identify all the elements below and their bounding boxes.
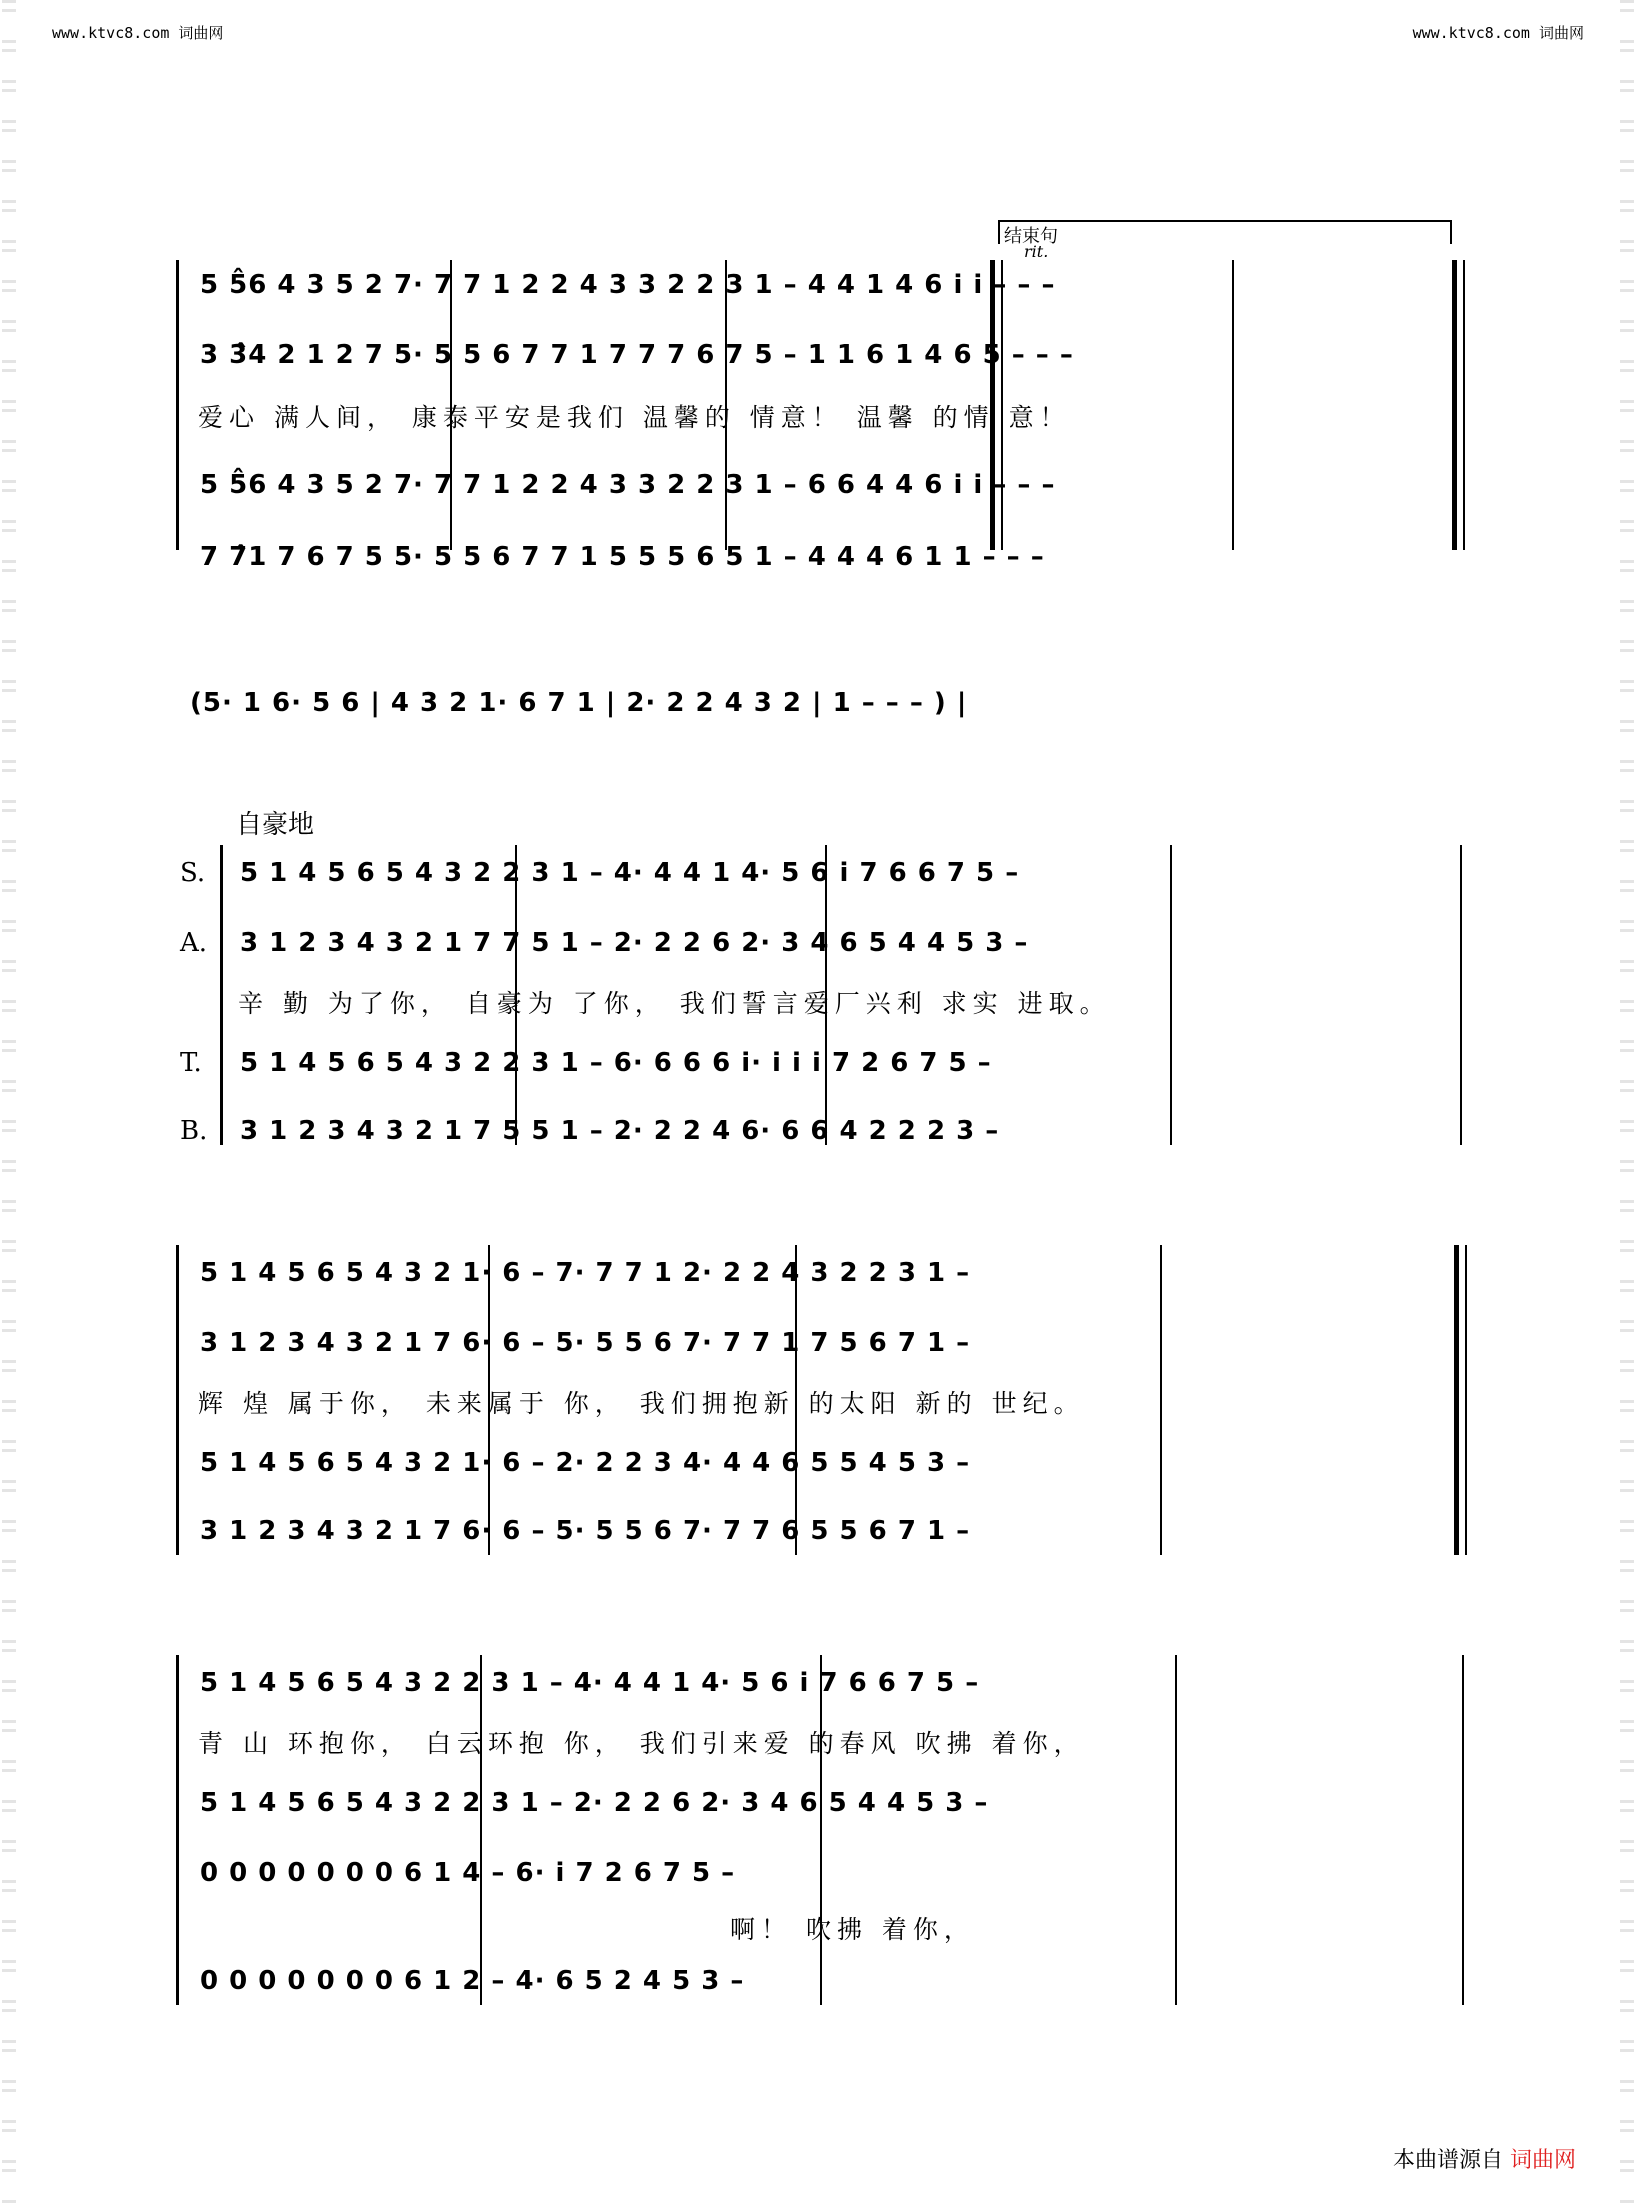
repeat-end-barline xyxy=(1452,260,1465,550)
ending-bracket xyxy=(998,220,1452,244)
barline xyxy=(1175,1655,1177,2005)
right-margin-decoration xyxy=(1620,0,1634,2204)
lyrics-line-1: 青 山 环抱你， 白云环抱 你， 我们引来爱 的春风 吹拂 着你， xyxy=(198,1729,1085,1758)
barline xyxy=(1160,1245,1162,1555)
score-system-2 xyxy=(170,840,1470,1170)
lyrics-line: 爱心 满人间， 康泰平安是我们 温馨的 情意！ 温馨 的情 意！ xyxy=(198,403,1071,432)
footer-text: 本曲谱源自 xyxy=(1392,2148,1503,2173)
score-system-1 xyxy=(170,210,1470,610)
notation-line-2: 5 1 4 5 6 5 4 3 2 2 3 1 – 2· 2 2 6 2· 3 4 6 5 4 4 5 3 – xyxy=(200,1788,989,1818)
notation-line-4: 7 7̂1 7 6 7 5 5· 5 5 6 7 7 1 5 5 5 6 5 1 – 4 4 4 6 1 1 – – – xyxy=(200,542,1045,572)
barline xyxy=(1232,260,1234,550)
notation-line-3: 0 0 0 0 0 0 0 6 1 4 – 6· i 7 2 6 7 5 – xyxy=(200,1858,736,1888)
notation-line-3: 5 1 4 5 6 5 4 3 2 1· 6 – 2· 2 2 3 4· 4 4 6 5 5 4 5 3 – xyxy=(200,1448,971,1478)
tempo-marking: 自豪地 xyxy=(236,810,315,840)
notation-line-3: 5 5̂6 4 3 5 2 7· 7 7 1 2 2 4 3 3 2 2 3 1 – 6 6 4 4 6 i i – – – xyxy=(200,470,1056,500)
barline xyxy=(1462,1655,1464,2005)
header-right-watermark: www.ktvc8.com 词曲网 xyxy=(1412,24,1584,42)
part-label-alto: A. xyxy=(180,928,208,958)
notation-line-2: 3 1 2 3 4 3 2 1 7 6· 6 – 5· 5 5 6 7· 7 7 1 7 5 6 7 1 – xyxy=(200,1328,971,1358)
footer-brand-link[interactable]: 词曲网 xyxy=(1509,2148,1576,2173)
notation-alto: 3 1 2 3 4 3 2 1 7 7 5 1 – 2· 2 2 6 2· 3 4 6 5 4 4 5 3 – xyxy=(240,928,1029,958)
barline xyxy=(820,1655,822,2005)
notation-line-4: 3 1 2 3 4 3 2 1 7 6· 6 – 5· 5 5 6 7· 7 7 6 5 5 6 7 1 – xyxy=(200,1516,971,1546)
barline xyxy=(1170,845,1172,1145)
ending-label: 结束句 xyxy=(1004,226,1058,247)
notation-line-1: 5 1 4 5 6 5 4 3 2 1· 6 – 7· 7 7 1 2· 2 2 4 3 2 2 3 1 – xyxy=(200,1258,971,1288)
part-label-soprano: S. xyxy=(180,858,206,888)
notation-line-2: 3 3̂4 2 1 2 7 5· 5 5 6 7 7 1 7 7 7 6 7 5 – 1 1 6 1 4 6 5 – – – xyxy=(200,340,1074,370)
notation-bass: 3 1 2 3 4 3 2 1 7 5 5 1 – 2· 2 2 4 6· 6 6 4 2 2 2 3 – xyxy=(240,1116,1000,1146)
notation-soprano: 5 1 4 5 6 5 4 3 2 2 3 1 – 4· 4 4 1 4· 5 6 i 7 6 6 7 5 – xyxy=(240,858,1020,888)
left-margin-decoration xyxy=(2,0,16,2204)
system-brace xyxy=(176,1655,179,2005)
notation-line-1: 5 5̂6 4 3 5 2 7· 7 7 1 2 2 4 3 3 2 2 3 1 – 4 4 1 4 6 i i – – – xyxy=(200,270,1056,300)
lyrics-line: 辉 煌 属于你， 未来属于 你， 我们拥抱新 的太阳 新的 世纪。 xyxy=(198,1389,1085,1418)
barline xyxy=(1460,845,1462,1145)
score-system-4 xyxy=(170,1650,1470,2020)
barline xyxy=(480,1655,482,2005)
header-left-watermark: www.ktvc8.com 词曲网 xyxy=(52,24,224,42)
lyrics-line: 辛 勤 为了你， 自豪为 了你， 我们誓言爱厂兴利 求实 进取。 xyxy=(238,989,1111,1018)
lyrics-line-2: 啊！ 吹拂 着你， xyxy=(730,1915,975,1944)
interlude-line: (5· 1 6· 5 6 | 4 3 2 1· 6 7 1 | 2· 2 2 4 3 2 | 1 – – – ) | xyxy=(190,688,968,718)
score-system-3 xyxy=(170,1240,1470,1570)
double-barline xyxy=(1454,1245,1467,1555)
system-brace xyxy=(176,260,179,550)
system-brace xyxy=(176,1245,179,1555)
system-brace xyxy=(220,845,223,1145)
ritardando-mark: rit. xyxy=(1024,242,1049,261)
notation-line-4: 0 0 0 0 0 0 0 6 1 2 – 4· 6 5 2 4 5 3 – xyxy=(200,1966,745,1996)
notation-tenor: 5 1 4 5 6 5 4 3 2 2 3 1 – 6· 6 6 6 i· i i i 7 2 6 7 5 – xyxy=(240,1048,992,1078)
notation-line-1: 5 1 4 5 6 5 4 3 2 2 3 1 – 4· 4 4 1 4· 5 6 i 7 6 6 7 5 – xyxy=(200,1668,980,1698)
footer-credit xyxy=(1393,2143,1576,2174)
part-label-tenor: T. xyxy=(180,1048,202,1078)
part-label-bass: B. xyxy=(180,1116,208,1146)
